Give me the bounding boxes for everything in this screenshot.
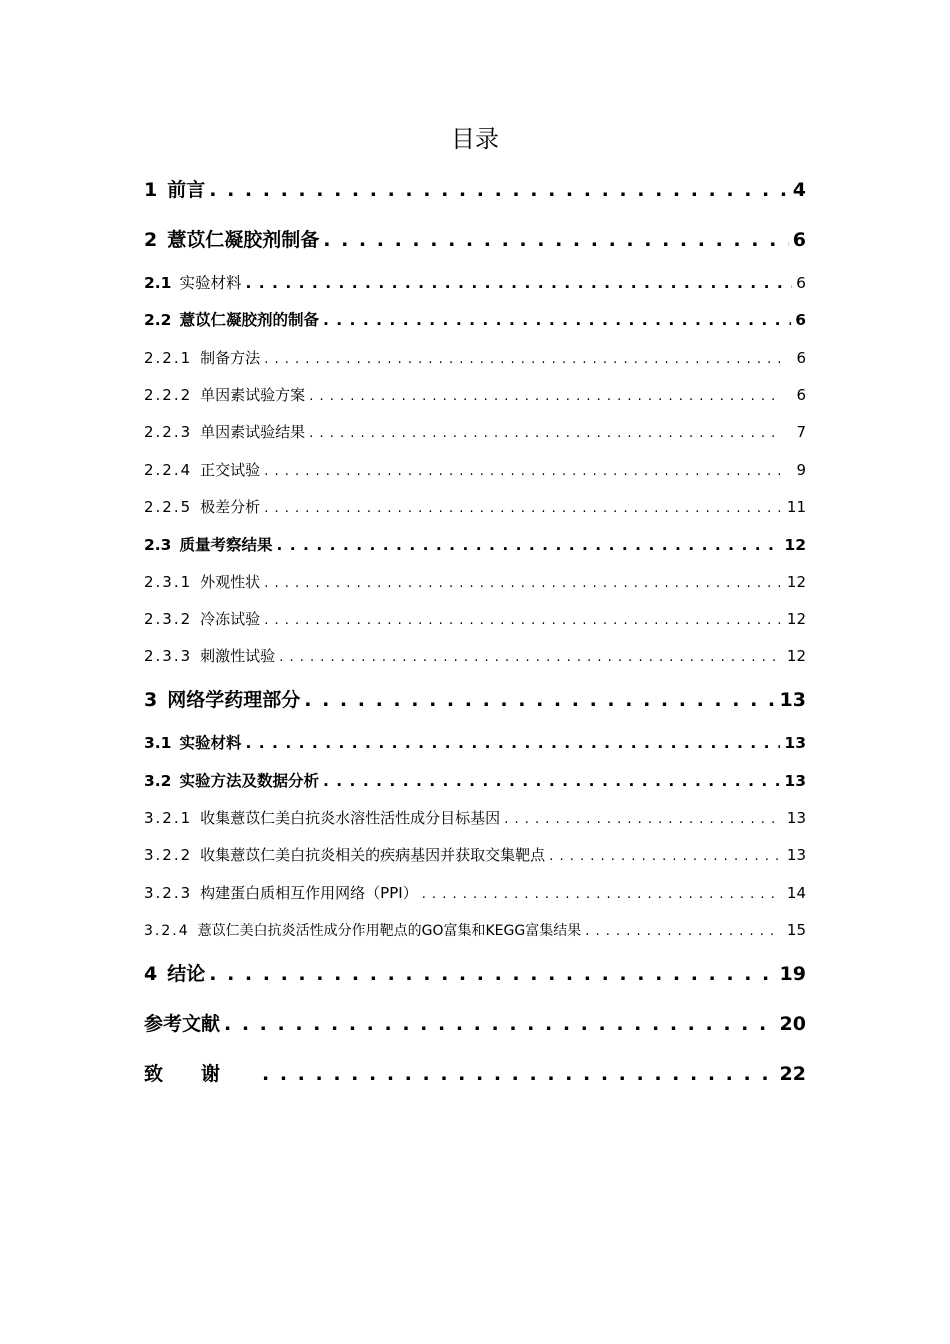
toc-entry-number: 2.2.1 xyxy=(144,349,193,367)
toc-entry-title: 实验方法及数据分析 xyxy=(179,772,319,790)
toc-entry-number: 3.2 xyxy=(144,772,172,790)
toc-entry-page: 12 xyxy=(784,536,806,554)
toc-entry-page: 14 xyxy=(786,884,806,902)
toc-entry[interactable] xyxy=(144,731,806,755)
toc-entry-number: 2.2.4 xyxy=(144,461,193,479)
toc-entry-number: 2 xyxy=(144,229,158,251)
toc-entry-number: 2.2.2 xyxy=(144,386,193,404)
dot-leader xyxy=(264,607,780,633)
toc-entry-page: 13 xyxy=(779,689,806,711)
toc-entry-title: 外观性状 xyxy=(200,573,261,591)
toc-entry[interactable] xyxy=(144,308,806,332)
toc-entry[interactable] xyxy=(144,495,806,519)
toc-entry-title: 前言 xyxy=(167,179,206,201)
dot-leader xyxy=(264,458,780,484)
dot-leader xyxy=(323,308,791,332)
dot-leader xyxy=(245,731,780,755)
toc-entry-page: 13 xyxy=(786,846,806,864)
toc-entry-page: 22 xyxy=(779,1063,806,1085)
dot-leader xyxy=(549,843,780,869)
toc-entry-title: 薏苡仁凝胶剂制备 xyxy=(167,229,320,251)
table-of-contents xyxy=(144,0,806,1344)
dot-leader xyxy=(209,176,789,204)
dot-leader xyxy=(264,346,780,372)
toc-entry-number: 3.2.1 xyxy=(144,809,193,827)
toc-entry-title: 构建蛋白质相互作用网络（PPI） xyxy=(200,884,418,902)
toc-entry-page: 13 xyxy=(784,734,806,752)
toc-entry-title: 极差分析 xyxy=(200,498,261,516)
toc-entry-title: 正交试验 xyxy=(200,461,261,479)
toc-entry-page: 12 xyxy=(786,610,806,628)
dot-leader xyxy=(323,226,789,254)
toc-entry-title: 薏苡仁美白抗炎活性成分作用靶点的GO富集和KEGG富集结果 xyxy=(197,923,582,939)
toc-entry-number: 3.2.3 xyxy=(144,884,193,902)
toc-entry-title: 制备方法 xyxy=(200,349,261,367)
toc-entry-title: 实验材料 xyxy=(179,734,242,752)
toc-entry-title: 薏苡仁凝胶剂的制备 xyxy=(179,311,319,329)
toc-entry-number: 3.2.4 xyxy=(144,923,190,939)
toc-entry-page: 12 xyxy=(786,647,806,665)
toc-entry-title: 参考文献 xyxy=(144,1013,221,1035)
toc-entry-page: 6 xyxy=(796,386,806,404)
toc-entry-title: 收集薏苡仁美白抗炎相关的疾病基因并获取交集靶点 xyxy=(200,846,546,864)
toc-entry-page: 6 xyxy=(796,349,806,367)
toc-entry-title: 单因素试验结果 xyxy=(200,423,306,441)
toc-entry[interactable] xyxy=(144,881,806,905)
toc-entry-title: 收集薏苡仁美白抗炎水溶性活性成分目标基因 xyxy=(200,809,501,827)
toc-entry-number: 3.2.2 xyxy=(144,846,193,864)
toc-entry[interactable] xyxy=(144,570,806,594)
toc-entry-number: 4 xyxy=(144,963,158,985)
toc-entry-page: 12 xyxy=(786,573,806,591)
toc-entry-page: 4 xyxy=(792,179,806,201)
dot-leader xyxy=(245,271,792,295)
toc-entry[interactable] xyxy=(144,843,806,867)
toc-entry-title: 刺激性试验 xyxy=(200,647,276,665)
toc-entry[interactable] xyxy=(144,271,806,295)
dot-leader xyxy=(264,570,780,596)
toc-entry-page: 13 xyxy=(786,809,806,827)
toc-entry[interactable] xyxy=(144,918,806,942)
dot-leader xyxy=(262,1060,776,1088)
dot-leader xyxy=(264,495,780,521)
toc-entry[interactable] xyxy=(144,383,806,407)
toc-entry-title: 结论 xyxy=(167,963,206,985)
dot-leader xyxy=(585,918,780,944)
toc-entry-number: 2.3.3 xyxy=(144,647,193,665)
toc-entry-page: 20 xyxy=(779,1013,806,1035)
dot-leader xyxy=(323,769,780,793)
dot-leader xyxy=(279,644,780,670)
dot-leader xyxy=(276,533,780,557)
dot-leader xyxy=(309,383,780,409)
toc-entry[interactable] xyxy=(144,420,806,444)
toc-entry-page: 6 xyxy=(795,311,806,329)
toc-entry[interactable] xyxy=(144,176,806,204)
toc-entry[interactable] xyxy=(144,686,806,714)
toc-entry-page: 19 xyxy=(779,963,806,985)
toc-entry[interactable] xyxy=(144,769,806,793)
page-title: 目录 xyxy=(451,125,499,153)
toc-entry-title: 致谢 xyxy=(144,1063,259,1085)
toc-entry[interactable] xyxy=(144,1010,806,1038)
toc-entry[interactable] xyxy=(144,960,806,988)
toc-entry-page: 6 xyxy=(796,274,806,292)
dot-leader xyxy=(422,881,780,907)
toc-entry-page: 11 xyxy=(786,498,806,516)
toc-entry-page: 13 xyxy=(784,772,806,790)
toc-entry-page: 6 xyxy=(792,229,806,251)
toc-entry-number: 2.1 xyxy=(144,274,172,292)
dot-leader xyxy=(224,1010,776,1038)
toc-entry-number: 2.3.2 xyxy=(144,610,193,628)
toc-entry[interactable] xyxy=(144,458,806,482)
toc-entry-title: 网络学药理部分 xyxy=(167,689,301,711)
toc-entry-number: 3 xyxy=(144,689,158,711)
dot-leader xyxy=(309,420,780,446)
toc-entry[interactable] xyxy=(144,644,806,668)
dot-leader xyxy=(209,960,775,988)
dot-leader xyxy=(504,806,780,832)
toc-entry[interactable] xyxy=(144,346,806,370)
toc-entry-title: 质量考察结果 xyxy=(179,536,273,554)
dot-leader xyxy=(304,686,775,714)
toc-entry-number: 2.3 xyxy=(144,536,172,554)
toc-entry-page: 9 xyxy=(796,461,806,479)
toc-entry[interactable] xyxy=(144,533,806,557)
toc-entry-page: 7 xyxy=(796,423,806,441)
toc-entry-number: 2.2 xyxy=(144,311,172,329)
toc-entry-number: 2.3.1 xyxy=(144,573,193,591)
toc-entry[interactable] xyxy=(144,607,806,631)
toc-entry-title: 冷冻试验 xyxy=(200,610,261,628)
toc-entry-number: 1 xyxy=(144,179,158,201)
toc-entry-title: 单因素试验方案 xyxy=(200,386,306,404)
toc-entry-title: 实验材料 xyxy=(179,274,242,292)
toc-entry-number: 3.1 xyxy=(144,734,172,752)
toc-entry-page: 15 xyxy=(786,921,806,939)
toc-entry[interactable] xyxy=(144,806,806,830)
toc-entry-number: 2.2.3 xyxy=(144,423,193,441)
toc-entry[interactable] xyxy=(144,1060,806,1088)
toc-entry-number: 2.2.5 xyxy=(144,498,193,516)
toc-entry[interactable] xyxy=(144,226,806,254)
